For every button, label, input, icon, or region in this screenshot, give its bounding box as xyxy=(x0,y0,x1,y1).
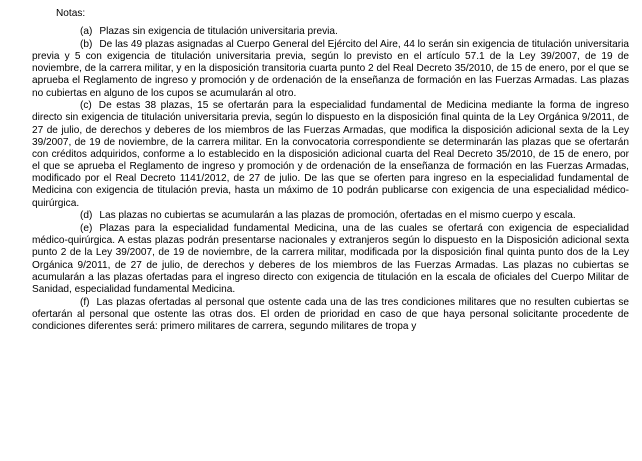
note-label: (b) xyxy=(80,38,93,50)
note-c xyxy=(32,100,629,209)
note-text: De las 49 plazas asignadas al Cuerpo General del Ejército del Aire, 44 lo serán sin exigencia de titulación universitaria previa y 5 con exigencia de titulación universitaria previa, según lo previsto en el artículo 57.1 de la Ley 39/2007, de 19 de noviembre, de la carrera militar, y en la disposición transitoria cuarta punto 2 del Real Decreto 35/2010, de 15 de enero, por el que se aprueba el Reglamento de ingreso y promoción y de ordenación de la enseñanza de formación en las Fuerzas Armadas. Las plazas no cubiertas en alguno de los cupos se acumularán al otro. xyxy=(32,38,629,99)
note-label: (d) xyxy=(80,210,93,222)
note-d xyxy=(32,210,629,222)
note-label: (f) xyxy=(80,296,90,308)
note-text: Las plazas ofertadas al personal que ostente cada una de las tres condiciones militares que no resulten cubiertas se ofertarán al personal que ostente las otras dos. El orden de prioridad en caso de que haya personal solicitante procedente de condiciones diferentes será: primero militares de carrera, segundo militares de tropa y xyxy=(32,296,629,332)
notes-section xyxy=(32,8,629,333)
note-text: De estas 38 plazas, 15 se ofertarán para la especialidad fundamental de Medicina mediante la forma de ingreso directo sin exigencia de titulación universitaria previa, según lo dispuesto en la disposición final quinta de la Ley Orgánica 9/2011, de 27 de julio, de derechos y deberes de los miembros de las Fuerzas Armadas, que modifica la disposición adicional sexta de la Ley 39/2007, de 19 de noviembre, de la carrera militar. En la convocatoria correspondiente se determinarán las plazas que se ofertarán con créditos adquiridos, conforme a lo establecido en la disposición adicional cuarta del Real Decreto 35/2010, de 15 de enero, por el que se aprueba el Reglamento de ingreso y promoción y de ordenación de la enseñanza de formación en las Fuerzas Armadas, modificado por el Real Decreto 1141/2012, de 27 de julio. De las que se oferten para ingreso en la especialidad fundamental de Medicina con exigencia de titulación previa, hasta un máximo de 10 podrán publicarse con exigencia de una especialidad médico-quirúrgica. xyxy=(32,100,629,209)
note-b xyxy=(32,39,629,100)
note-label: (e) xyxy=(80,223,93,235)
note-a xyxy=(32,26,629,38)
note-text: Plazas para la especialidad fundamental Medicina, una de las cuales se ofertará con exigencia de especialidad médico-quirúrgica. A estas plazas podrán presentarse nacionales y extranjeros según lo dispuesto en la Disposición adicional sexta punto 2 de la Ley 39/2007, de 19 de noviembre, de la carrera militar, modificada por la disposición final quinta punto dos de la Ley Orgánica 9/2011, de 27 de julio, de derechos y deberes de los miembros de las Fuerzas Armadas. Las plazas no cubiertas se acumularán a las plazas ofertadas para el ingreso directo con exigencia de titulación en la escala de oficiales del Cuerpo Militar de Sanidad, especialidad fundamental Medicina. xyxy=(32,223,629,295)
notes-title: Notas: xyxy=(56,8,86,19)
note-text: Las plazas no cubiertas se acumularán a las plazas de promoción, ofertadas en el mismo cuerpo y escala. xyxy=(99,210,576,222)
note-e xyxy=(32,223,629,296)
note-label: (a) xyxy=(80,26,93,38)
note-f xyxy=(32,297,629,333)
note-text: Plazas sin exigencia de titulación universitaria previa. xyxy=(99,26,338,38)
note-label: (c) xyxy=(80,100,92,112)
